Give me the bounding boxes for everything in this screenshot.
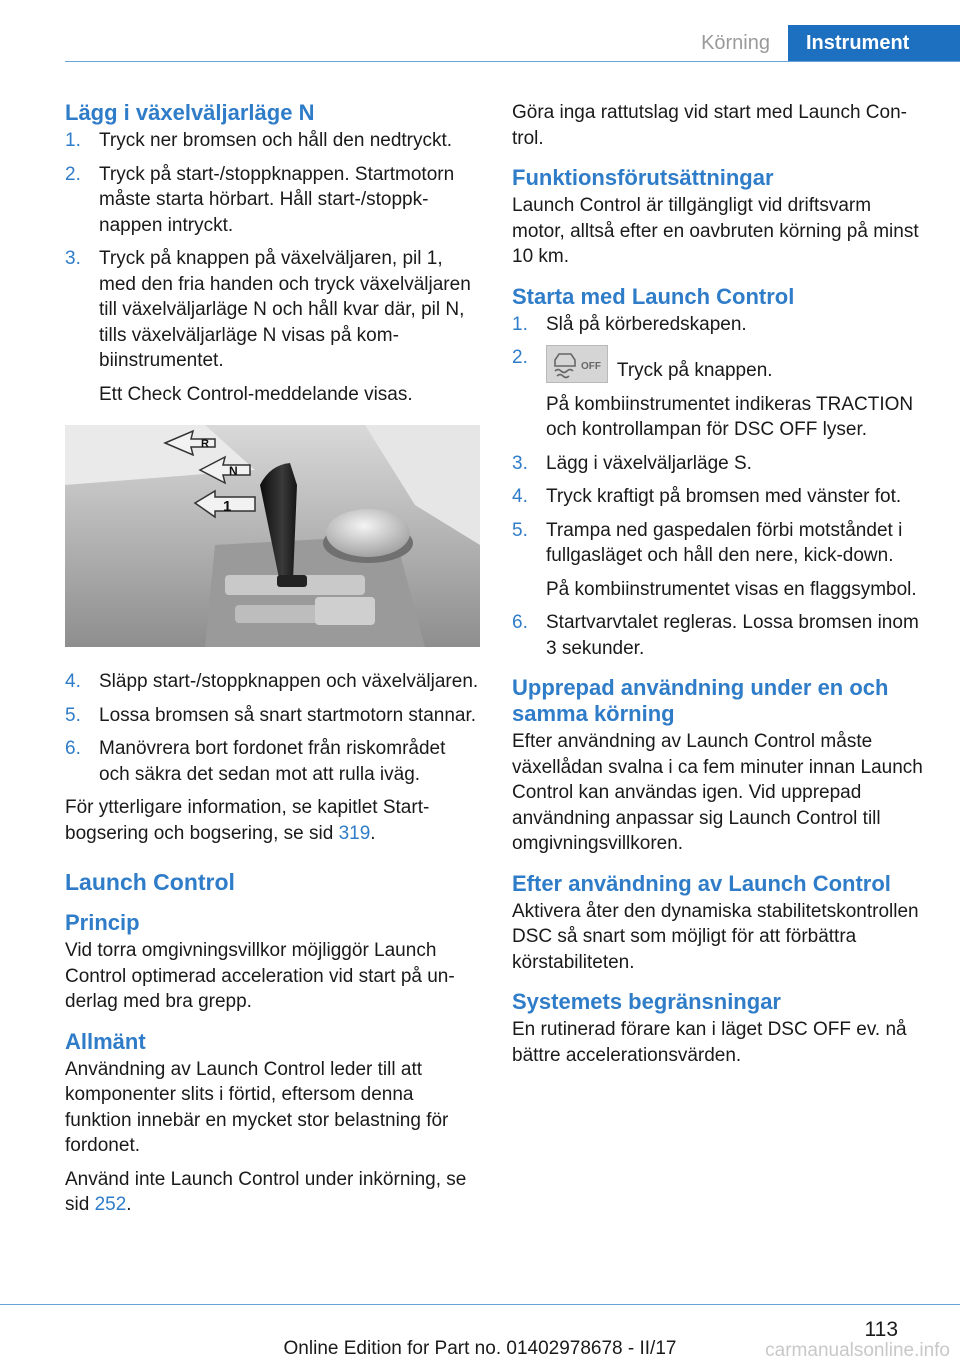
edition-text: Online Edition for Part no. 01402978678 - II/17 (283, 1338, 677, 1359)
heading-system: Systemets begränsningar (512, 989, 781, 1014)
step-number: 3. (65, 248, 81, 269)
step-number: 1. (65, 130, 81, 151)
funktion-text: Launch Control är tillgängligt vid driftsvarm motor, alltså efter en oavbruten körning på minst 10 km. (512, 195, 919, 267)
step-number: 2. (512, 347, 528, 368)
step-text: Tryck kraftigt på bromsen med vänster fot. (546, 486, 902, 507)
right-column (512, 100, 927, 1076)
list-item (512, 312, 927, 338)
dsc-off-button-icon (546, 345, 608, 383)
efter-text: Aktivera åter den dynamiska stabilitetskontrollen DSC så snart som möjligt för att förbättra körstabiliteten. (512, 900, 919, 973)
upprepad-text: Efter användning av Launch Control måste växellådan svalna i ca fem minuter innan Launch Control kan användas igen. Vid upprepad användning anpassar sig Launch Control till omgivningsvillkoren. (512, 731, 923, 854)
heading-funktion: Funktionsförutsättningar (512, 165, 774, 190)
step-number: 3. (512, 452, 528, 474)
list-item (65, 703, 480, 729)
allmant-text-2: Använd inte Launch Control under inkörning, se sid (65, 1168, 467, 1215)
page-link-319[interactable]: 319 (338, 822, 371, 844)
heading-starta: Starta med Launch Control (512, 283, 795, 309)
step-text: Manövrera bort fordonet från riskområdet och säkra det sedan mot att rulla iväg. (99, 738, 446, 785)
allmant-paragraph-2 (65, 1167, 480, 1218)
neutral-steps-continued (65, 669, 480, 787)
step-number: 6. (512, 612, 528, 633)
left-column (65, 100, 480, 1226)
footer-rule (0, 1304, 960, 1305)
step-text: Trampa ned gaspedalen förbi motståndet i fullgasläget och håll den nere, kick-down. (546, 519, 903, 566)
step-text: Tryck på start-/stoppknappen. Startmotorn måste starta hörbart. Håll start-/stoppknappen intryckt. (99, 163, 455, 236)
heading-princip: Princip (65, 910, 140, 935)
step-text: Lossa bromsen så snart startmotorn stannar. (99, 704, 477, 726)
step-text: Tryck på knappen. (612, 360, 773, 381)
info-text-end: . (370, 822, 376, 844)
step-number: 4. (512, 486, 528, 507)
arrow-label-n: N (229, 464, 238, 478)
heading-efter: Efter användning av Launch Control (512, 870, 891, 896)
step-number: 2. (65, 163, 81, 185)
header-rule (65, 61, 960, 62)
list-item (512, 345, 927, 443)
step-text: Slå på körberedskapen. (546, 313, 747, 335)
heading-neutral: Lägg i växelväljarläge N (65, 100, 315, 125)
dsc-button-label: OFF (581, 361, 601, 372)
step-number: 5. (512, 519, 528, 541)
step-text: Tryck ner bromsen och håll den nedtryckt. (99, 130, 453, 151)
step-note: Ett Check Control-meddelande visas. (99, 383, 413, 405)
heading-upprepad: Upprepad användning under en och samma körning (512, 675, 889, 726)
step-number: 6. (65, 738, 81, 759)
gear-selector-photo (65, 425, 480, 647)
step-text: Tryck på knappen på växelväljaren, pil 1, med den fria handen och tryck växelväljaren till växelväljarläge N och håll kvar där, pil N, tills växelväljarläge N visas på kombiinstrumentet. (99, 248, 471, 371)
neutral-steps (65, 128, 480, 407)
allmant-text: Användning av Launch Control leder till att komponenter slits i förtid, eftersom denna funktion innebär en mycket stor belastning för fordonet. (65, 1058, 449, 1156)
list-item (512, 610, 927, 661)
allmant-text-2-end: . (126, 1194, 132, 1215)
page-number: 113 (864, 1318, 898, 1341)
list-item (65, 128, 480, 154)
step-note: På kombiinstrumentet indikeras TRACTION och kontrollampan för DSC OFF lyser. (546, 393, 914, 440)
watermark-text: carmanualsonline.info (765, 1340, 950, 1361)
step-note: På kombiinstrumentet visas en flaggsymbol. (546, 578, 917, 600)
info-text: För ytterligare information, se kapitlet Startbogsering och bogsering, se sid (65, 797, 430, 844)
step-text: Lägg i växelväljarläge S. (546, 452, 752, 474)
list-item (512, 451, 927, 477)
list-item (65, 669, 480, 695)
header-chapter-tab[interactable]: Instrument (788, 25, 960, 61)
list-item (65, 246, 480, 407)
info-paragraph (65, 795, 480, 846)
page-link-252[interactable]: 252 (94, 1194, 127, 1215)
step-text: Startvarvtalet regleras. Lossa bromsen inom 3 sekunder. (546, 612, 919, 659)
footer (0, 1338, 960, 1360)
step-number: 4. (65, 671, 81, 692)
heading-allmant: Allmänt (65, 1028, 146, 1054)
launch-steps (512, 312, 927, 662)
heading-launch-control: Launch Control (65, 869, 235, 895)
list-item (512, 484, 927, 510)
list-item (512, 518, 927, 603)
step-text: Släpp start-/stoppknappen och växelväljaren. (99, 671, 479, 692)
header-section-tab[interactable]: Körning (701, 31, 770, 54)
step-number: 5. (65, 704, 81, 726)
list-item (65, 736, 480, 787)
system-text: En rutinerad förare kan i läget DSC OFF ev. nå bättre accelerationsvärden. (512, 1019, 907, 1066)
princip-text: Vid torra omgivningsvillkor möjliggör Launch Control optimerad acceleration vid start på underlag med bra grepp. (65, 940, 455, 1012)
page-header (683, 25, 960, 61)
step-number: 1. (512, 313, 528, 335)
list-item (65, 162, 480, 239)
arrow-label-1: 1 (223, 498, 232, 515)
intro-text: Göra inga rattutslag vid start med Launch Control. (512, 102, 907, 149)
arrow-label-r: R (201, 438, 209, 450)
